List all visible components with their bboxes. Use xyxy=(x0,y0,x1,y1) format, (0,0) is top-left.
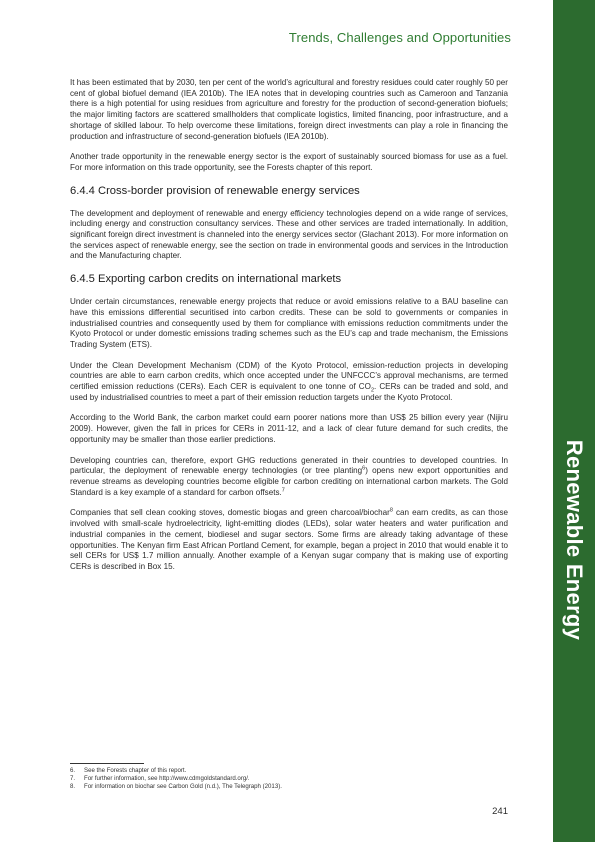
running-header: Trends, Challenges and Opportunities xyxy=(288,30,511,45)
chapter-side-tab xyxy=(553,0,595,842)
cdm-text-a: Under the Clean Development Mechanism (CDM) of the Kyoto Protocol, emission-reduction projects in developing countries are able to earn carbon credits, which once accepted under the UNFCCC’s approval mechanisms, are termed certified emission reductions (CERs). Each CER is equivalent to one tonne of CO xyxy=(70,360,508,392)
footnote xyxy=(70,775,508,783)
footnotes xyxy=(70,767,508,791)
footnote-text: See the Forests chapter of this report. xyxy=(84,767,187,774)
ghg-text-a: Developing countries can, therefore, export GHG reductions generated in their countries to developed countries. In particular, the deployment of renewable energy technologies (or tree planting xyxy=(70,455,508,476)
footnote xyxy=(70,767,508,775)
footnote-divider xyxy=(70,763,144,764)
footnote-ref-7: 7 xyxy=(281,487,285,493)
footnote xyxy=(70,783,508,791)
co2-subscript: 2 xyxy=(370,387,374,394)
section-heading-6-4-4: 6.4.4 Cross-border provision of renewable energy services xyxy=(70,184,360,197)
paragraph-ghg-reductions xyxy=(70,456,508,499)
paragraph-cdm xyxy=(70,361,508,404)
chapter-tab-label: Renewable Energy xyxy=(562,439,587,641)
paragraph-residues: It has been estimated that by 2030, ten per cent of the world’s agricultural and forestry residues could cater roughly 50 per cent of global biofuel demand (IEA 2010b). The IEA notes that in developing countries such as Cameroon and Tanzania there is a high potential for using residues from agriculture and forestry for the production of second-generation biofuels; the major limiting factors are scattered smallholders that complicate logistics, limited financing, poor infrastructure, and a shortage of skilled labour. To help overcome these limitations, foreign direct investments can play a role in financing the production and infrastructure of second-generation biofuels (IEA 2010b). xyxy=(70,78,508,141)
paragraph-carbon-credits: Under certain circumstances, renewable energy projects that reduce or avoid emissions relative to a BAU baseline can have this emissions differential securitised into carbon credits. These can be sold to governments or companies in industrialised countries and consequently used by them for compliance with emissions reduction commitments under the Kyoto Protocol or under domestic emissions trading schemes such as the EU’s cap and trade mechanism, the Emissions Trading System (ETS). xyxy=(70,297,508,349)
ghg-text-b: ) opens new export opportunities and revenue streams as developing countries become eligible for carbon crediting on international carbon markets. The Gold Standard is a key example of a standard for carbon offsets. xyxy=(70,466,508,497)
footnote-text: For further information, see http://www.cdmgoldstandard.org/. xyxy=(84,775,250,783)
paragraph-biomass-export: Another trade opportunity in the renewable energy sector is the export of sustainably sourced biomass for use as a fuel. For more information on this trade opportunity, see the Forests chapter of this report. xyxy=(70,152,508,172)
footnote-ref-6: 6 xyxy=(362,465,366,472)
paragraph-energy-services: The development and deployment of renewable and energy efficiency technologies depend on a wide range of services, including energy and construction consultancy services. These and other services are traded internationally. In addition, significant foreign direct investment is channeled into the energy services sector (Glachant 2013). For more information on the services aspect of renewable energy, see the section on trade in environmental goods and services in the Introduction and the Manufacturing chapter. xyxy=(70,208,508,261)
footnote-ref-8: 8 xyxy=(389,507,393,514)
section-heading-6-4-5: 6.4.5 Exporting carbon credits on international markets xyxy=(70,273,342,286)
page-number: 241 xyxy=(492,806,508,817)
paragraph-companies xyxy=(70,508,508,572)
companies-text-b: can earn credits, as can those involved with small-scale hydroelectricity, light-emitting diodes (LEDs), solar water heaters and water purification and industrial companies in the cement, biodiesel and sugar sectors. Some firms are already taking advantage of these opportunities. The Kenyan firm East African Portland Cement, for example, began a project in 2010 that would enable it to sell CERs for US$ 1.7 million annually. Another example of a Kenyan sugar company that is making use of exporting CERs is described in Box 15. xyxy=(70,508,508,571)
companies-text-a: Companies that sell clean cooking stoves, domestic biogas and green charcoal/biochar xyxy=(70,508,390,518)
footnote-number: 7. xyxy=(70,775,76,783)
footnote-number: 6. xyxy=(70,767,76,774)
body-text xyxy=(70,78,508,583)
paragraph-world-bank: According to the World Bank, the carbon market could earn poorer nations more than US$ 25 billion every year (Nijiru 2009). However, given the fall in prices for CERs in 2011-12, and a lack of clear future demand for such credits, the opportunity may be smaller than those earlier predictions. xyxy=(70,413,508,444)
cdm-text-b: . CERs can be traded and sold, and used by industrialised countries to meet a part of their emission reduction targets under the Kyoto Protocol. xyxy=(70,382,508,402)
footnote-text: For information on biochar see Carbon Gold (n.d.), The Telegraph (2013). xyxy=(84,783,282,791)
footnote-number: 8. xyxy=(70,783,76,791)
